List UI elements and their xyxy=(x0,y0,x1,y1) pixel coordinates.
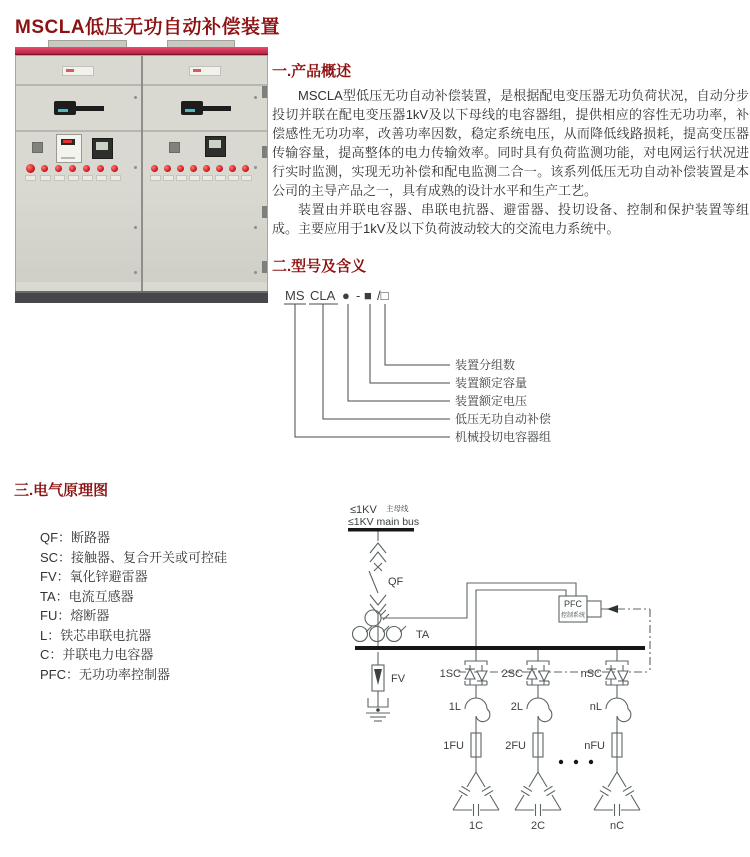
cabinet-base xyxy=(15,291,268,303)
model-label-lv-comp: 低压无功自动补偿 xyxy=(455,412,552,426)
digital-meter xyxy=(56,134,82,163)
cabinet-meter-panel xyxy=(16,132,141,190)
indicator-led xyxy=(229,165,236,172)
panel-meter xyxy=(92,138,113,159)
overview-text xyxy=(272,86,749,238)
product-photo xyxy=(15,40,268,303)
cabinet-upper-door xyxy=(16,56,141,86)
legend-item-pfc: PFC：无功功率控制器 xyxy=(40,666,171,682)
fu1-label: 1FU xyxy=(443,740,464,752)
panel-button xyxy=(32,142,43,153)
door-handle-icon xyxy=(54,101,76,115)
legend-item-sc: SC：接触器、复合开关或可控硅 xyxy=(40,549,228,565)
model-label-groups: 装置分组数 xyxy=(455,358,516,372)
pfc-label: PFC xyxy=(564,599,582,609)
indicator-led xyxy=(83,165,90,172)
door-handle-icon xyxy=(181,101,203,115)
pfc-sub-label: 控制系统 xyxy=(560,613,586,619)
cabinet-left xyxy=(16,56,141,292)
panel-button xyxy=(169,142,180,153)
l2-label: 2L xyxy=(510,701,523,713)
section-heading-schematic: 三.电气原理图 xyxy=(14,482,109,499)
nameplate xyxy=(189,66,221,76)
bus-en-label: ≤1KV main bus xyxy=(348,516,420,528)
legend-item-ta: TA：电流互感器 xyxy=(40,588,134,604)
cabinet-right xyxy=(143,56,268,292)
ct-label: TA xyxy=(416,629,430,641)
model-label-capacity: 装置额定容量 xyxy=(455,376,528,390)
model-token-square: ■ xyxy=(364,288,372,303)
cabinet-handle-door xyxy=(143,86,268,132)
bus-kv-label: ≤1KV xyxy=(350,504,377,516)
indicator-led-row xyxy=(143,165,268,185)
indicator-led xyxy=(26,164,35,173)
indicator-led xyxy=(111,165,118,172)
cabinet-upper-door xyxy=(143,56,268,86)
indicator-led xyxy=(164,165,171,172)
model-token-cla: CLA xyxy=(310,288,336,303)
breaker-label: QF xyxy=(388,576,404,588)
scn-label: nSC xyxy=(580,668,602,680)
section-heading-overview: 一.产品概述 xyxy=(272,63,352,80)
model-label-voltage: 装置额定电压 xyxy=(455,394,528,408)
schematic-legend xyxy=(40,528,227,684)
legend-item-fu: FU：熔断器 xyxy=(40,608,110,623)
legend-item-c: C：并联电力电容器 xyxy=(40,647,154,662)
nameplate xyxy=(62,66,94,76)
indicator-led xyxy=(216,165,223,172)
indicator-led xyxy=(55,165,62,172)
panel-meter xyxy=(205,136,226,157)
cabinet-meter-panel xyxy=(143,132,268,190)
model-token-slash-box: /□ xyxy=(377,288,389,303)
indicator-led xyxy=(97,165,104,172)
indicator-led xyxy=(69,165,76,172)
c1-label: 1C xyxy=(468,820,484,832)
door-handle-bar xyxy=(74,106,104,111)
fu2-label: 2FU xyxy=(505,740,526,752)
circuit-diagram xyxy=(330,495,750,857)
model-token-dot: ● xyxy=(342,288,350,303)
legend-item-qf: QF：断路器 xyxy=(40,530,111,545)
ln-label: nL xyxy=(589,701,602,713)
page-title: MSCLA低压无功自动补偿装置 xyxy=(15,17,281,38)
overview-paragraph-2: 装置由并联电容器、串联电抗器、避雷器、投切设备、控制和保护装置等组成。主要应用于1kV及以下负荷波动较大的交流电力系统中。 xyxy=(272,202,749,236)
bus-cn-label: 主母线 xyxy=(386,504,409,513)
door-handle-bar xyxy=(201,106,231,111)
model-token-ms: MS xyxy=(285,288,305,303)
indicator-led-row xyxy=(16,165,141,185)
cabinet-red-band xyxy=(15,47,268,55)
main-bus-bar xyxy=(348,528,414,532)
indicator-led xyxy=(190,165,197,172)
cabinet-group xyxy=(15,55,268,293)
indicator-led xyxy=(41,165,48,172)
cn-label: nC xyxy=(609,820,625,832)
indicator-led xyxy=(151,165,158,172)
sc1-label: 1SC xyxy=(439,668,461,680)
model-token-dash: - xyxy=(356,288,361,303)
section-heading-model: 二.型号及含义 xyxy=(272,258,367,275)
indicator-led xyxy=(177,165,184,172)
cabinet-lower-door xyxy=(143,190,268,282)
indicator-led xyxy=(242,165,249,172)
cabinet-lower-door xyxy=(16,190,141,282)
arrester-label: FV xyxy=(391,673,406,685)
fun-label: nFU xyxy=(584,740,605,752)
legend-item-fv: FV：氧化锌避雷器 xyxy=(40,569,148,584)
cabinet-handle-door xyxy=(16,86,141,132)
l1-label: 1L xyxy=(448,701,461,713)
legend-item-l: L：铁芯串联电抗器 xyxy=(40,627,152,643)
model-label-mech: 机械投切电容器组 xyxy=(455,430,552,444)
arrester-arrow-icon xyxy=(374,669,382,685)
control-signal-arrow-icon xyxy=(607,605,618,613)
c2-label: 2C xyxy=(530,820,546,832)
overview-paragraph-1: MSCLA型低压无功自动补偿装置，是根据配电变压器无功负荷状况，自动分步投切并联在配电变压器1kV及以下母线的电容器组，提供相应的容性无功功率，补偿感性无功功率，改善功率因数，稳定系统电压，从而降低线路损耗，提高变压器传输容量，提高整体的电力传输效率。同时具有负荷监测功能，对电网运行状况进行实时监测，实现无功补偿和配电监测二合一。该系列低压无功自动补偿装置是本公司的主导产品之一，具有成熟的设计水平和生产工艺。 xyxy=(272,88,749,198)
sc2-label: 2SC xyxy=(501,668,523,680)
lv-bus-bar xyxy=(355,646,645,650)
model-code-diagram xyxy=(280,288,590,461)
indicator-led xyxy=(203,165,210,172)
